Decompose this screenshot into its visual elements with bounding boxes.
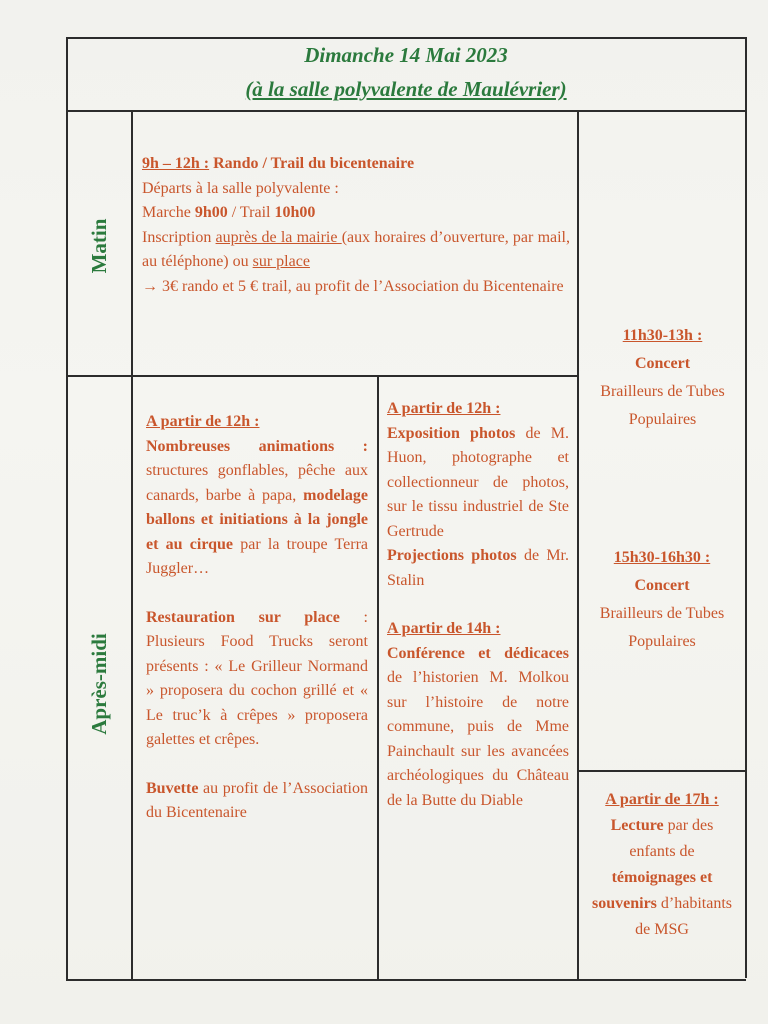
matin-time: 9h – 12h : [142, 155, 210, 172]
matin-trail-time: 10h00 [274, 204, 316, 221]
page-header [66, 38, 746, 106]
header-location: (à la salle polyvalente de Maulévrier) [245, 77, 567, 101]
exposition-title: Exposition photos [387, 424, 516, 442]
table-border-right [745, 37, 747, 978]
side-label-matin: Matin [87, 218, 111, 274]
animations-troupe: par la troupe Terra Juggler… [146, 535, 368, 577]
restauration-title: Restauration sur place [146, 608, 340, 626]
left-restauration [146, 606, 368, 753]
matin-marche-time: 9h00 [194, 204, 228, 221]
concert-2-band: Brailleurs de Tubes Populaires [599, 605, 725, 650]
lecture-highlight: témoignages et souvenirs [592, 869, 713, 912]
animations-title: Nombreuses animations : [146, 437, 368, 455]
concert-1-title: Concert [634, 355, 691, 372]
projections-title: Projections photos [387, 547, 517, 564]
apres-midi-left-cell [146, 410, 368, 826]
table-border-left [66, 37, 68, 981]
table-border-bottom [66, 979, 746, 981]
middle-exposition [387, 422, 569, 545]
matin-times-line [142, 201, 570, 226]
left-buvette [146, 777, 368, 826]
matin-departs: Départs à la salle polyvalente : [142, 179, 339, 197]
concert-2-title: Concert [634, 577, 690, 594]
left-animations [146, 435, 368, 582]
matin-inscription-label: Inscription [142, 228, 216, 246]
matin-marche-label: Marche [142, 204, 195, 221]
lecture-title: Lecture [610, 817, 664, 834]
concert-2 [586, 544, 738, 656]
side-column-divider [131, 110, 133, 980]
animations-text: structures gonflables, pêche aux canards, barbe à papa, [146, 462, 368, 504]
matin-title: Rando / Trail du bicentenaire [209, 155, 415, 172]
middle-projections [387, 544, 569, 593]
lecture-text-1: par des enfants de [629, 817, 714, 860]
right-column-lower-divider [577, 770, 746, 772]
buvette-text: au profit de l’Association du Bicentenaire [146, 779, 368, 821]
matin-title-line [142, 152, 570, 177]
matin-price: → 3€ rando et 5 € trail, au profit de l’Association du Bicentenaire [142, 277, 564, 295]
projections-text: de Mr. Stalin [387, 547, 569, 589]
matin-inscription-details: (aux horaires d’ouverture, par mail, au téléphone) ou [142, 228, 571, 270]
lecture-text-2: d’habitants de MSG [635, 895, 732, 938]
header-divider [66, 110, 746, 112]
left-a-partir-12h: A partir de 12h : [146, 413, 260, 430]
animations-highlight: modelage ballons et initiations à la jongle et au cirque [146, 486, 368, 553]
lecture-text [588, 813, 736, 943]
middle-a-partir-14h: A partir de 14h : [387, 620, 501, 637]
lecture-time: A partir de 17h : [605, 791, 719, 808]
conference-title: Conférence et dédicaces [387, 644, 569, 662]
conference-text: de l’historien M. Molkou sur l’histoire de notre commune, puis de Mme Painchault sur les avancées archéologiques du Château de la Butte du Diable [387, 669, 569, 809]
header-date: Dimanche 14 Mai 2023 [304, 43, 508, 67]
right-column-divider [577, 110, 579, 980]
lecture [588, 787, 736, 943]
concert-1 [590, 322, 735, 434]
matin-cell [142, 152, 570, 299]
side-label-apres-midi: Après-midi [87, 633, 111, 735]
buvette-title: Buvette [146, 779, 199, 797]
morning-afternoon-divider [66, 375, 578, 377]
exposition-text: de M. Huon, photographe et collectionneur de photos, sur le tissu industriel de Ste Gertrude [387, 424, 570, 540]
concert-2-time: 15h30-16h30 : [613, 549, 711, 566]
middle-a-partir-12h: A partir de 12h : [387, 400, 501, 417]
matin-inscription-mairie: auprès de la mairie [215, 228, 342, 246]
matin-inscription [142, 226, 570, 275]
apres-midi-middle-cell [387, 397, 569, 813]
middle-column-divider [377, 375, 379, 980]
matin-inscription-sur-place: sur place [252, 253, 310, 270]
middle-conference [387, 642, 569, 814]
matin-trail-label: / Trail [227, 204, 275, 221]
restauration-text: : Plusieurs Food Trucks seront présents : « Le Grilleur Normand » proposera du cochon grillé et « Le truc’k à crêpes » proposera galettes et crêpes. [146, 608, 368, 748]
concert-1-band: Brailleurs de Tubes Populaires [600, 383, 725, 428]
concert-1-time: 11h30-13h : [622, 327, 703, 344]
